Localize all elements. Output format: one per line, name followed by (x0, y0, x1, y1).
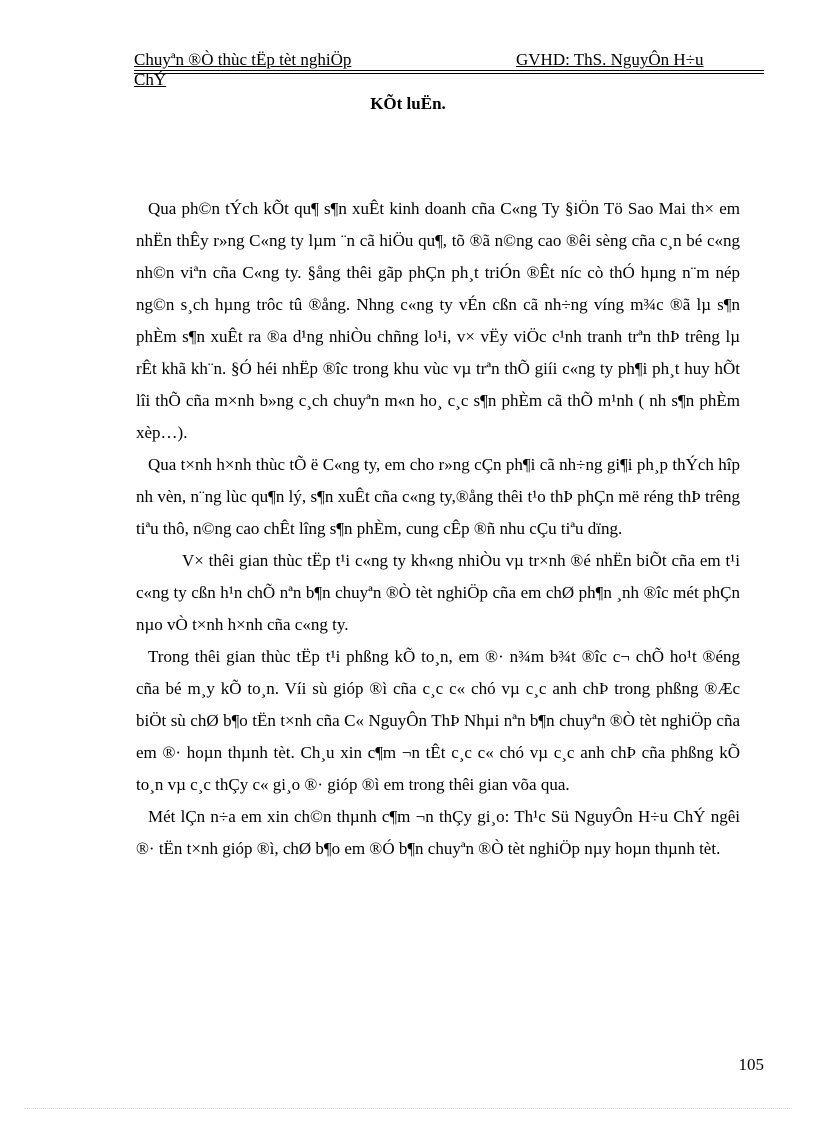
body-text (136, 193, 740, 865)
paragraph: V× thêi gian thùc tËp t¹i c«ng ty kh«ng nhiÒu vµ tr×nh ®é nhËn biÕt cña em t¹i c«ng ty cßn h¹n chÕ nªn b¶n chuyªn ®Ò tèt nghiÖp cña em chØ ph¶n ¸nh ®îc mét phÇn nµo vÒ t×nh h×nh cña c«ng ty. (136, 551, 740, 634)
page-number: 105 (738, 1055, 764, 1074)
section-title: KÕt luËn. (370, 94, 446, 113)
header-advisor: GVHD: ThS. NguyÔn H÷u (516, 50, 704, 69)
page-bottom-dotted-border (24, 1108, 792, 1109)
paragraph: Trong thêi gian thùc tËp t¹i phßng kÕ to¸n, em ®· n¾m b¾t ®îc c¬ chÕ ho¹t ®éng cña bé m¸y kÕ to¸n. Víi sù gióp ®ì cña c¸c c« chó vµ c¸c anh chÞ trong phßng ®Æc biÖt sù chØ b¶o tËn t×nh cña C« NguyÔn ThÞ Nhµi nªn b¶n chuyªn ®Ò tèt nghiÖp cña em ®· hoµn thµnh tèt. Ch¸u xin c¶m ¬n tÊt c¸c c« chó vµ c¸c anh chÞ cña phßng kÕ to¸n vµ c¸c thÇy c« gi¸o ®· gióp ®ì em trong thêi gian võa qua. (136, 647, 740, 794)
header-rule-top (134, 70, 764, 71)
header-document-title: Chuyªn ®Ò thùc tËp tèt nghiÖp ChÝ (134, 50, 352, 89)
header-rule-bottom (134, 73, 764, 74)
paragraph: Mét lÇn n÷a em xin ch©n thµnh c¶m ¬n thÇy gi¸o: Th¹c Sü NguyÔn H÷u ChÝ ngêi ®· tËn t×nh gióp ®ì, chØ b¶o em ®Ó b¶n chuyªn ®Ò tèt nghiÖp nµy hoµn thµnh tèt. (136, 807, 740, 858)
paragraph: Qua t×nh h×nh thùc tÕ ë C«ng ty, em cho r»ng cÇn ph¶i cã nh÷ng gi¶i ph¸p thÝch hîp nh vèn, n¨ng lùc qu¶n lý, s¶n xuÊt cña c«ng ty,®ång thêi t¹o thÞ phÇn më réng thÞ trêng tiªu thô, n©ng cao chÊt lîng s¶n phÈm, cung cÊp ®ñ nhu cÇu tiªu dïng. (136, 455, 740, 538)
running-header (134, 48, 764, 88)
paragraph: Qua ph©n tÝch kÕt qu¶ s¶n xuÊt kinh doanh cña C«ng Ty §iÖn Tö Sao Mai th× em nhËn thÊy r»ng C«ng ty lµm ¨n cã hiÖu qu¶, tõ ®ã n©ng cao ®êi sèng cña c¸n bé c«ng nh©n viªn cña C«ng ty. §ång thêi gãp phÇn ph¸t triÓn ®Êt níc cò thÓ hµng n¨m nép ng©n s¸ch hµng trôc tû ®ång. Nhng c«ng ty vÉn cßn cã nh÷ng víng m¾c ®ã lµ s¶n phÈm s¶n xuÊt ra ®a d¹ng nhiÒu chñng lo¹i, v× vËy viÖc c¹nh tranh trªn thÞ trêng lµ rÊt khã kh¨n. §Ó héi nhËp ®îc trong khu vùc vµ trªn thÕ giíi c«ng ty ph¶i ph¸t huy hÕt lîi thÕ cña m×nh b»ng c¸ch chuyªn m«n ho¸ c¸c s¶n phÈm cã thÕ m¹nh ( nh s¶n phÈm xèp…). (136, 199, 740, 442)
